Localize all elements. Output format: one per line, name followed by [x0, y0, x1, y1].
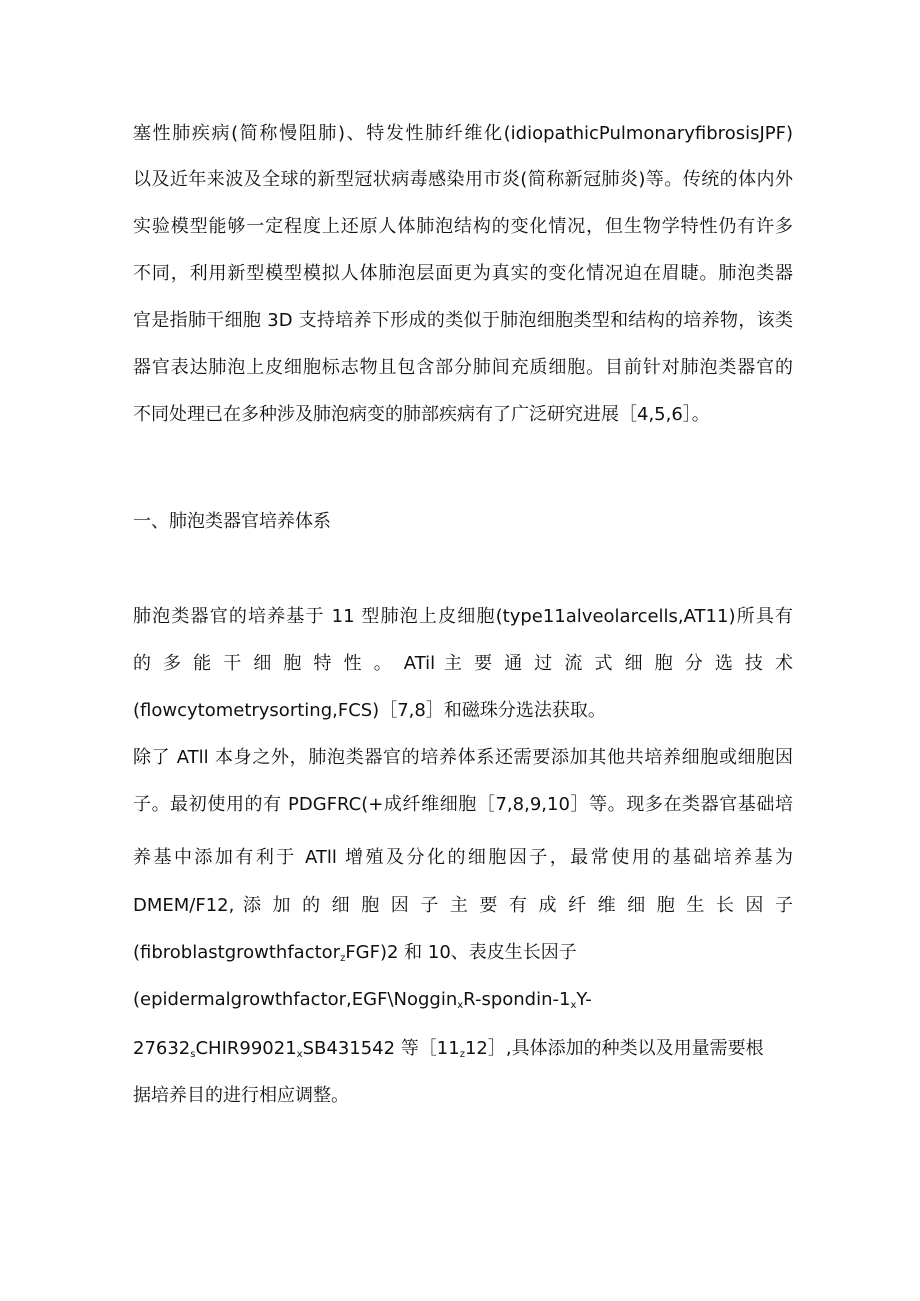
paragraph-line: 实验模型能够一定程度上还原人体肺泡结构的变化情况，但生物学特性仍有许多: [133, 216, 793, 237]
paragraph-line: 肺泡类器官的培养基于 11 型肺泡上皮细胞(type11alveolarcells,AT11)所具有: [133, 606, 793, 627]
paragraph-line-egf: ($epidermalgrowthfactor,EGF\backslash Noggin_xR-spondin-1_xY-$: [133, 989, 592, 1011]
paragraph-line: (flowcytometrysorting,FCS)［7,8］和磁珠分选法获取。: [133, 700, 606, 721]
paragraph-line: DMEM/F12, 添 加 的 细 胞 因 子 主 要 有 成 纤 维 细 胞 生 长 因 子: [133, 895, 793, 916]
paragraph-line: 器官表达肺泡上皮细胞标志物且包含部分肺间充质细胞。目前针对肺泡类器官的: [133, 357, 793, 378]
paragraph-line: 的 多 能 干 细 胞 特 性 。 ATil 主 要 通 过 流 式 细 胞 分 选 技 术: [133, 653, 793, 674]
paragraph-line: 据培养目的进行相应调整。: [133, 1085, 349, 1106]
paragraph-line: 不同，利用新型模型模拟人体肺泡层面更为真实的变化情况迫在眉睫。肺泡类器: [133, 263, 793, 284]
paragraph-line: 官是指肺干细胞 3D 支持培养下形成的类似于肺泡细胞类型和结构的培养物，该类: [133, 310, 793, 331]
paragraph-line-fgf: (fibroblastgrowthfactor$_z$FGF)2 和 10、表皮生长因子: [133, 942, 577, 964]
paragraph-line: 养基中添加有利于 ATll 增殖及分化的细胞因子，最常使用的基础培养基为: [133, 847, 793, 868]
paragraph-line: 子。最初使用的有 PDGFRC(+成纤维细胞［7,8,9,10］等。现多在类器官基础培: [133, 794, 793, 815]
paragraph-line: 不同处理已在多种涉及肺泡病变的肺部疾病有了广泛研究进展［4,5,6］。: [133, 404, 710, 425]
section-heading: 一、肺泡类器官培养体系: [133, 511, 331, 532]
paragraph-line: 除了 ATll 本身之外，肺泡类器官的培养体系还需要添加其他共培养细胞或细胞因: [133, 747, 793, 768]
paragraph-line: 塞性肺疾病(简称慢阻肺)、特发性肺纤维化(idiopathicPulmonaryfibrosisJPF): [133, 123, 793, 144]
paragraph-line-chir: $27632_sCHIR99021_xSB431542$ 等$[11_z12]$,具体添加的种类以及用量需要根: [133, 1038, 764, 1060]
paragraph-line: 以及近年来波及全球的新型冠状病毒感染用市炎(简称新冠肺炎)等。传统的体内外: [133, 169, 793, 190]
